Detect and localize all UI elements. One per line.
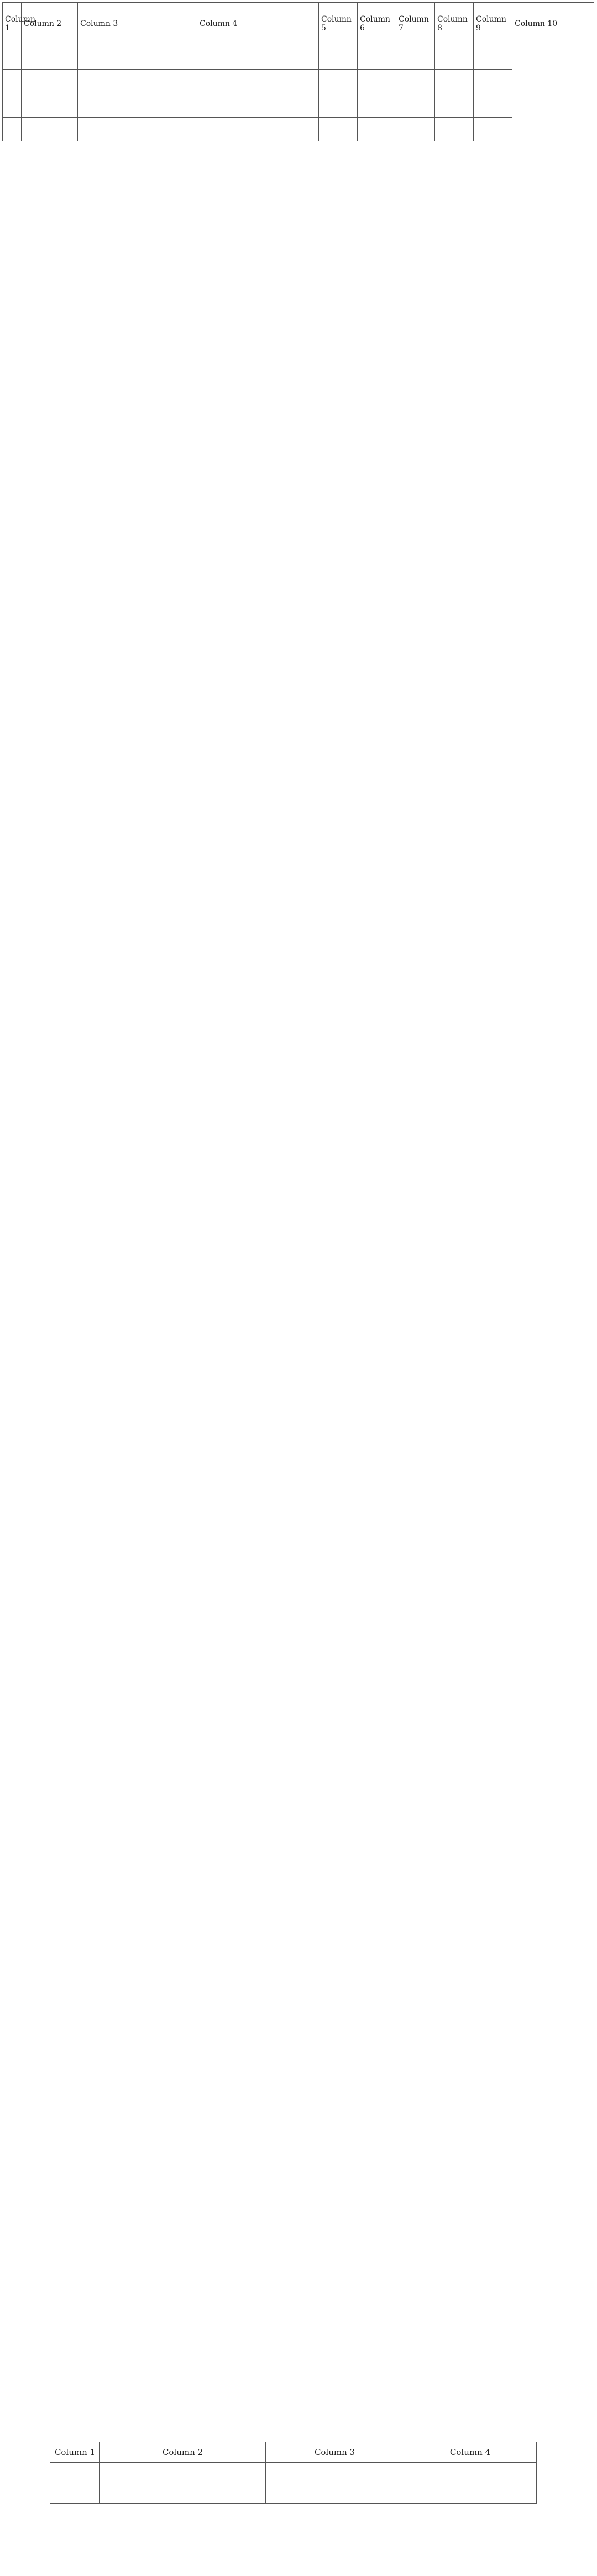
table-cell <box>396 117 435 141</box>
table-cell <box>22 117 78 141</box>
table-cell <box>319 69 358 93</box>
column-header: Column 1 <box>3 3 22 45</box>
table-body <box>50 2463 537 2504</box>
table-cell <box>197 93 319 118</box>
table-cell <box>197 117 319 141</box>
table-cell <box>319 45 358 70</box>
table-cell <box>396 45 435 70</box>
table-cell <box>22 45 78 70</box>
column-header: Column 6 <box>358 3 396 45</box>
column-header: Column 3 <box>266 2442 404 2463</box>
table-cell <box>474 45 512 70</box>
table-cell <box>78 69 197 93</box>
column-header: Column 7 <box>396 3 435 45</box>
table-cell <box>197 69 319 93</box>
table-cell <box>435 45 474 70</box>
table-cell <box>474 117 512 141</box>
table-cell <box>435 117 474 141</box>
table-cell <box>3 117 22 141</box>
table-cell <box>474 69 512 93</box>
table-cell <box>435 93 474 118</box>
table-cell <box>358 117 396 141</box>
table-header-row <box>3 3 594 45</box>
table-row <box>3 117 594 141</box>
table-cell <box>78 93 197 118</box>
table-row <box>50 2463 537 2483</box>
table-row <box>3 69 594 93</box>
table-cell <box>358 93 396 118</box>
table-cell <box>358 69 396 93</box>
table-cell <box>78 117 197 141</box>
column-header: Column 2 <box>100 2442 266 2463</box>
secondary-table <box>50 2442 537 2504</box>
table-cell <box>358 45 396 70</box>
table-row <box>50 2483 537 2504</box>
table-row <box>3 93 594 118</box>
column-header: Column 2 <box>22 3 78 45</box>
table-cell <box>100 2463 266 2483</box>
table-cell <box>78 45 197 70</box>
table-cell <box>396 93 435 118</box>
table-header-row <box>50 2442 537 2463</box>
table-cell <box>404 2463 537 2483</box>
column-header: Column 4 <box>197 3 319 45</box>
table-cell <box>3 93 22 118</box>
table-cell <box>266 2483 404 2504</box>
table-cell <box>435 69 474 93</box>
table-cell <box>319 93 358 118</box>
table-cell <box>197 45 319 70</box>
table-cell <box>3 45 22 70</box>
table-cell <box>100 2483 266 2504</box>
table-row <box>3 45 594 70</box>
table-cell <box>50 2483 100 2504</box>
table-cell <box>22 69 78 93</box>
schedule-cell <box>512 93 594 141</box>
table-cell <box>404 2483 537 2504</box>
table-cell <box>266 2463 404 2483</box>
column-header: Column 9 <box>474 3 512 45</box>
column-header: Column 8 <box>435 3 474 45</box>
table-cell <box>3 69 22 93</box>
table-cell <box>396 69 435 93</box>
column-header: Column 10 <box>512 3 594 45</box>
schedule-cell <box>512 45 594 93</box>
table-cell <box>474 93 512 118</box>
results-table <box>2 2 594 141</box>
column-header: Column 3 <box>78 3 197 45</box>
table-cell <box>22 93 78 118</box>
column-header: Column 1 <box>50 2442 100 2463</box>
column-header: Column 5 <box>319 3 358 45</box>
column-header: Column 4 <box>404 2442 537 2463</box>
table-cell <box>50 2463 100 2483</box>
table-body <box>3 45 594 141</box>
table-cell <box>319 117 358 141</box>
